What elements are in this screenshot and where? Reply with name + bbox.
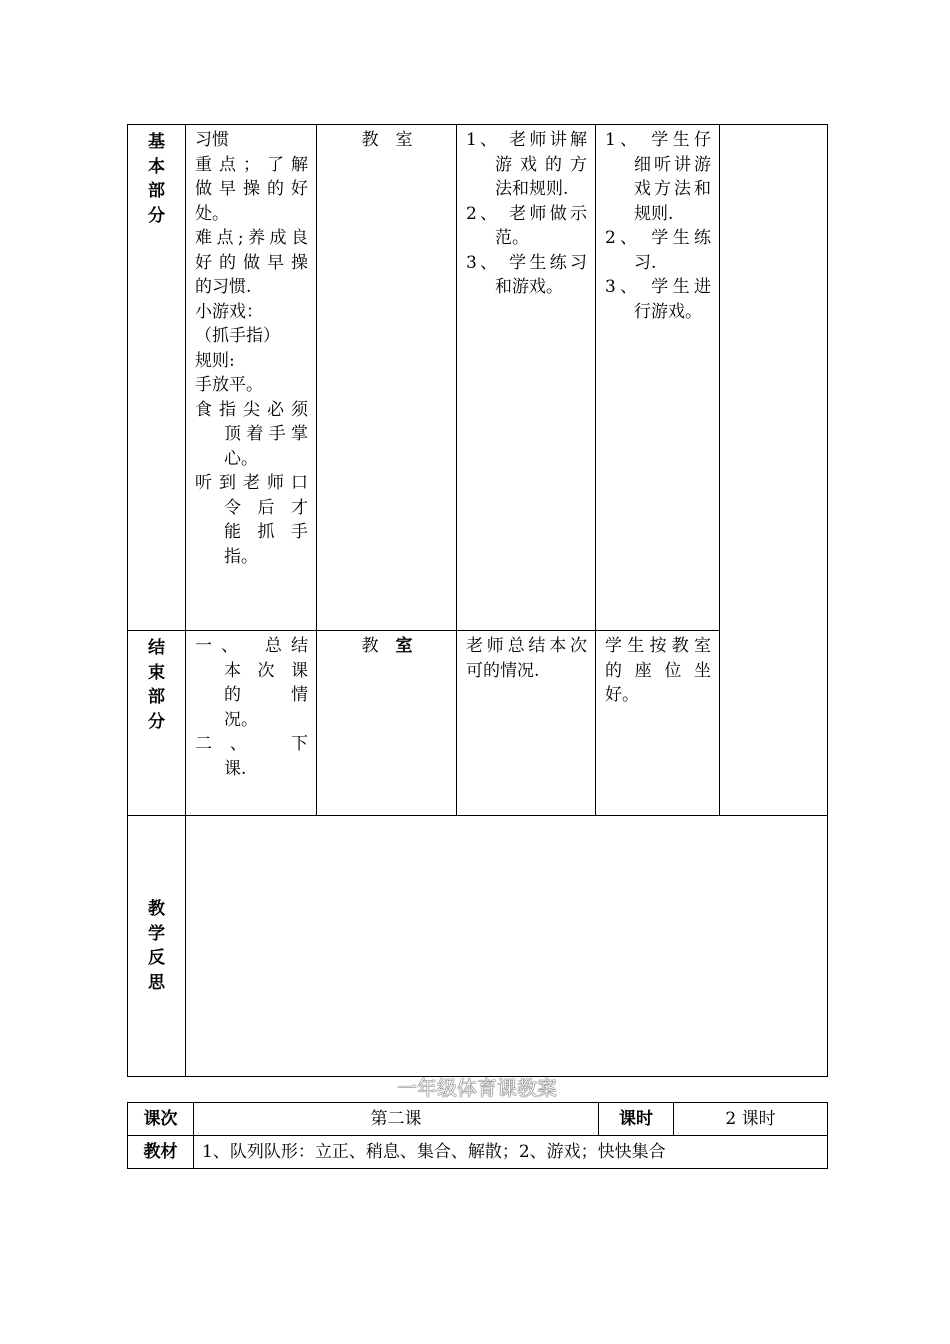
material-row [128, 1136, 828, 1169]
basic-teacher-cell: 1、 老师讲解 游戏的方 法和规则. 2、 老师做示 范。 3、 学生练习 和游戏。 [457, 125, 596, 631]
material-value: 1、队列队形：立正、稍息、集合、解散；2、游戏；快快集合 [194, 1136, 828, 1169]
hours-value: 2 课时 [674, 1103, 828, 1136]
basic-place-cell: 教 室 [317, 125, 457, 631]
reflection-content-cell [186, 816, 828, 1077]
ending-student-cell: 学生按教室 的座位坐 好。 [596, 631, 720, 816]
lesson-label: 课次 [128, 1103, 194, 1136]
basic-extra-cell [720, 125, 828, 816]
lesson-value: 第二课 [194, 1103, 599, 1136]
hours-label: 课时 [599, 1103, 674, 1136]
reflection-row [128, 816, 828, 1077]
basic-section-label: 基 本 部 分 [128, 125, 186, 631]
material-label: 教材 [128, 1136, 194, 1169]
ending-teacher-cell: 老师总结本次 可的情况. [457, 631, 596, 816]
basic-student-cell: 1、 学生仔 细听讲游 戏方法和 规则. 2、 学生练 习. 3、 学生进 行游戏。 [596, 125, 720, 631]
reflection-label: 教 学 反 思 [128, 816, 186, 1077]
lesson-row [128, 1103, 828, 1136]
next-plan-table [127, 1102, 828, 1169]
ending-place-cell: 教 室 [317, 631, 457, 816]
lesson-plan-table [127, 124, 828, 1077]
ending-section-label: 结 束 部 分 [128, 631, 186, 816]
next-plan-title: 一年级体育课教案 [397, 1076, 557, 1100]
basic-section-row [128, 125, 828, 631]
ending-content-cell: 一、 总结 本次课 的 情 况。 二、 下 课. [186, 631, 317, 816]
basic-content-cell: 习惯 重点；了解 做早操的好 处。 难点;养成良 好的做早操 的习惯. 小游戏： （抓手指） 规则: 手放平。 食指尖必须 顶着手掌 心。 听到老师口 令 后 才 能 抓 手 指。 [186, 125, 317, 631]
